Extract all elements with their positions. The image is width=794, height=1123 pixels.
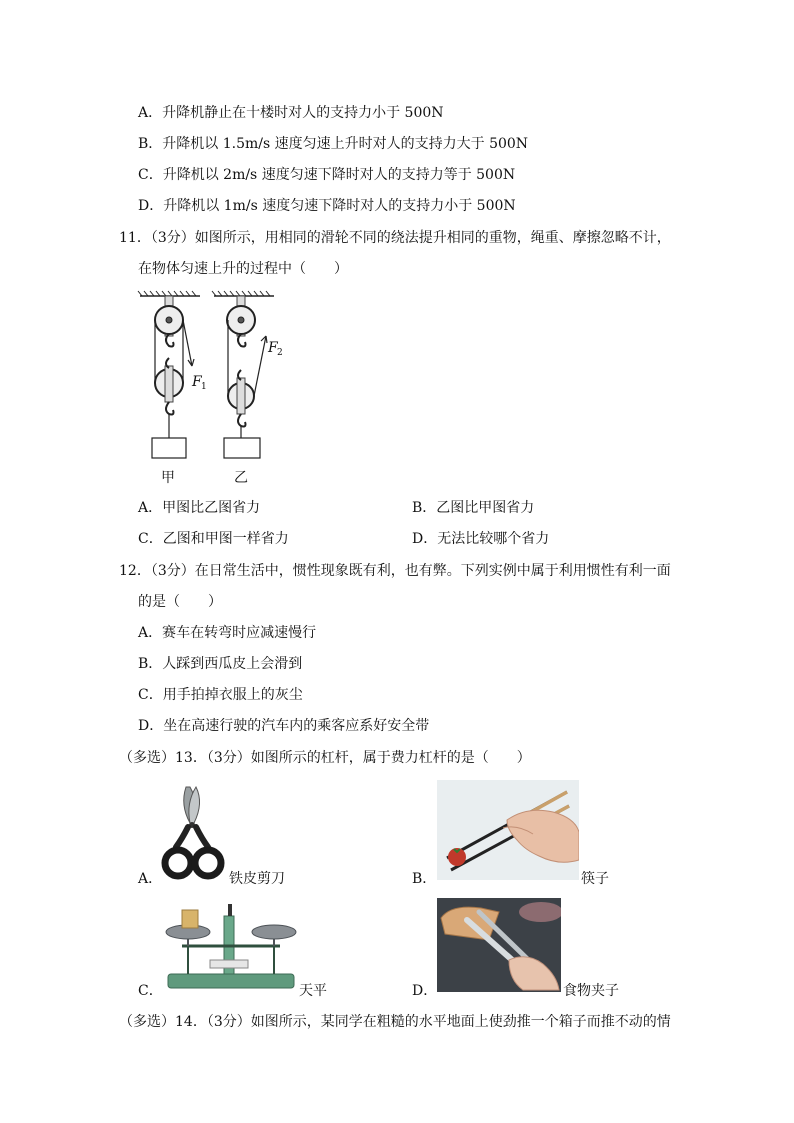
force-label-f2-sub: 2: [277, 348, 283, 358]
balance-image: [162, 902, 300, 992]
q10-option-d: D．升降机以 1m/s 速度匀速下降时对人的支持力小于 500N: [138, 198, 516, 214]
food-tongs-image: [437, 898, 561, 992]
q12-stem-line2: 的是（ ）: [138, 594, 222, 610]
q11-option-a: A．甲图比乙图省力: [138, 500, 261, 516]
q12-stem-line1: 12．（3分）在日常生活中，惯性现象既有利，也有弊。下列实例中属于利用惯性有利一面: [119, 563, 671, 579]
q11-stem-line2: 在物体匀速上升的过程中（ ）: [138, 261, 348, 277]
q13-option-d-letter: D．: [412, 983, 438, 999]
q13-option-c-letter: C．: [138, 983, 163, 999]
ceiling-right-icon: [212, 291, 274, 296]
tin-snips-image: [160, 783, 230, 883]
q10-option-b: B．升降机以 1.5m/s 速度匀速上升时对人的支持力大于 500N: [138, 136, 529, 152]
q11-option-b: B．乙图比甲图省力: [412, 500, 535, 516]
force-label-f1-sub: 1: [201, 382, 207, 392]
q10-option-a: A．升降机静止在十楼时对人的支持力小于 500N: [138, 105, 444, 121]
q11-option-d: D．无法比较哪个省力: [412, 531, 550, 547]
q13-option-b-caption: 筷子: [581, 871, 609, 887]
force-label-f2: F: [268, 340, 278, 356]
q13-option-c-caption: 天平: [299, 983, 327, 999]
q11-stem-line1: 11．（3分）如图所示，用相同的滑轮不同的绕法提升相同的重物，绳重、摩擦忽略不计，: [119, 230, 671, 246]
pulley-system-left-icon: [152, 296, 194, 458]
q13-stem: （多选）13．（3分）如图所示的杠杆，属于费力杠杆的是（ ）: [119, 750, 531, 766]
q12-option-a: A．赛车在转弯时应减速慢行: [138, 625, 317, 641]
q13-option-a-letter: A．: [138, 871, 163, 887]
q11-option-c: C．乙图和甲图一样省力: [138, 531, 289, 547]
pulley-system-right-icon: [224, 296, 267, 458]
chopsticks-image: [437, 780, 579, 880]
tomato-icon: [448, 848, 466, 866]
force-label-f1: F: [192, 374, 202, 390]
figure-label-jia: 甲: [161, 470, 175, 486]
q12-option-b: B．人踩到西瓜皮上会滑到: [138, 656, 303, 672]
pulley-figure: [136, 288, 296, 488]
q13-option-a-caption: 铁皮剪刀: [229, 871, 285, 887]
q13-option-b-letter: B．: [412, 871, 437, 887]
q13-option-d-caption: 食物夹子: [563, 983, 619, 999]
figure-label-yi: 乙: [234, 470, 248, 486]
q12-option-c: C．用手拍掉衣服上的灰尘: [138, 687, 303, 703]
q14-stem-line1: （多选）14．（3分）如图所示，某同学在粗糙的水平地面上使劲推一个箱子而推不动的情: [119, 1014, 671, 1030]
plate-icon: [519, 902, 561, 922]
balance-icon: [166, 904, 296, 988]
q10-option-c: C．升降机以 2m/s 速度匀速下降时对人的支持力等于 500N: [138, 167, 516, 183]
ceiling-left-icon: [138, 291, 200, 296]
scissors-icon: [165, 787, 221, 876]
q12-option-d: D．坐在高速行驶的汽车内的乘客应系好安全带: [138, 718, 430, 734]
